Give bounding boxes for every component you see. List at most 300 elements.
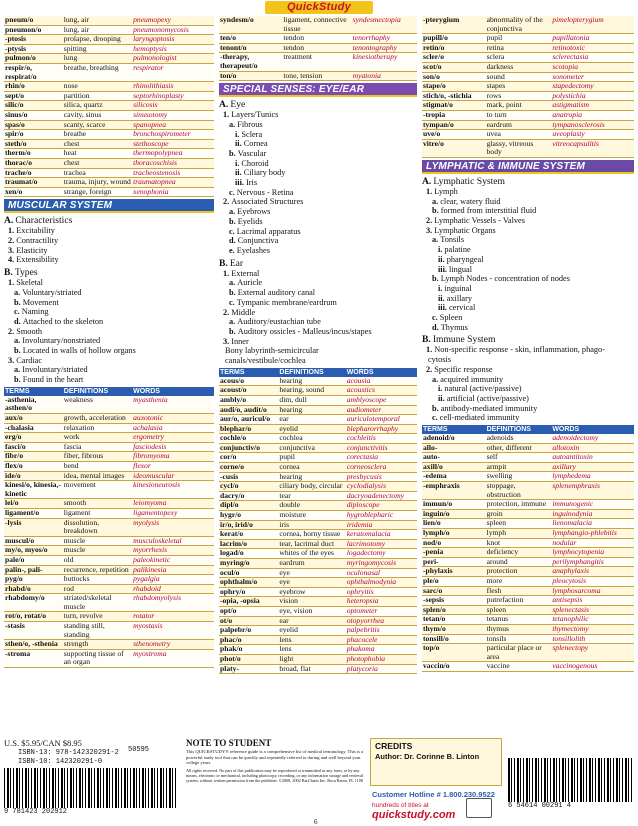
table-row [4,433,214,443]
table-row [4,414,214,424]
term: ir/o, irid/o [219,520,278,530]
outline-item [219,149,417,159]
table-row [4,452,214,462]
definition: lung [63,54,132,64]
rights-text: All rights reserved. No part of this publication may be reproduced or transmitted in any form, or by any means, electronic or mechanical, including photocopy, recording, or any information storage and retrieval system, without written permission from the publisher. ©2008, 2002 BarCharts Inc. Boca Raton, FL 1108 [186,767,364,783]
table-row [219,501,417,511]
table-row [422,662,634,672]
barcode-number: 9 781423 202912 [4,808,68,816]
example-word: perilymphangitis [551,557,634,567]
definition: stapes [486,82,552,92]
term: conjunctiv/o [219,443,278,453]
example-word: lymphosarcoma [551,586,634,596]
term: peri- [422,557,486,567]
table-row [422,634,634,644]
example-word: myostroma [132,649,214,667]
outline-text: Inner [231,336,249,346]
outline-item [219,236,417,246]
header-words: WORDS [132,387,214,396]
example-word: sclerectasia [551,53,634,63]
outline-item [4,327,214,337]
example-word: astigmatism [551,101,634,111]
outline-item [4,288,214,298]
definition: lymph [486,529,552,539]
term: ot/o [219,616,278,626]
outline-text: Involuntary/nonstriated [22,336,101,346]
definition: breathe, breathing [63,63,132,81]
table-row [422,462,634,472]
barcode-upc-bars [508,758,632,802]
term: pneum/o [4,16,63,25]
term: ligament/o [4,508,63,518]
definition: eyelid [278,626,345,636]
definition: movement [63,481,132,499]
outline-marker: d. [14,316,21,326]
definition: bend [63,461,132,471]
outline-marker: a. [14,336,21,346]
definition: darkness [486,62,552,72]
definition: buttocks [63,575,132,585]
definition: spitting [63,44,132,54]
example-word: anatropia [551,110,634,120]
definition: supporting tissue of an organ [63,649,132,667]
table-row [422,120,634,130]
table-row [422,644,634,662]
table-row [219,664,417,674]
term: -pterygium [422,16,486,34]
outline-marker: a. [14,365,21,375]
example-word: achalasia [132,423,214,433]
definition: hearing, sound [278,386,345,396]
table-row [4,101,214,111]
outline-marker: i. [438,245,443,255]
outline-marker: 1. [426,345,433,355]
example-word: tenontography [352,43,417,53]
table-row [219,635,417,645]
outline-muscular [4,215,214,385]
definition: weakness [63,396,132,414]
example-word: vaccinogenous [551,662,634,672]
definition: strength [63,640,132,650]
outline-item [219,99,417,110]
definition: spleen [486,605,552,615]
table-row [422,453,634,463]
outline-marker: c. [229,297,235,307]
example-word: kinesiotherapy [352,53,417,71]
outline-marker: e. [229,246,235,255]
definition: trauma, injury, wound [63,177,131,187]
definition: fiber, fibrous [63,452,132,462]
definition: tonsils [486,634,552,644]
term: scot/o [422,62,486,72]
outline-item [422,274,634,284]
outline-text: Lacrimal apparatus [236,226,301,236]
table-row [219,395,417,405]
term: stich/o, -stichia [422,91,486,101]
table-row [4,139,214,149]
example-word: paleokinetic [132,555,214,565]
definition: ciliary body, circular [278,482,345,492]
definition: lung, air [63,16,132,25]
outline-text: Sclera [241,129,263,139]
table-respiratory-cont [4,16,214,197]
outline-marker: b. [229,288,236,298]
outline-marker: b. [432,206,439,216]
definition: moisture [278,511,345,521]
example-word: phacocele [346,635,417,645]
table-row [422,482,634,500]
table-row [4,25,214,35]
table-row [4,565,214,575]
outline-marker: a. [14,287,21,297]
definition: muscle [63,536,132,546]
table-row [4,622,214,640]
outline-marker: a. [432,374,439,384]
outline-text: Characteristics [15,215,73,227]
header-definitions: DEFINITIONS [486,425,552,434]
definition: heat [63,149,132,159]
outline-text: Voluntary/striated [22,287,82,297]
definition: lens [278,645,345,655]
definition: spleen [486,519,552,529]
outline-item [219,298,417,308]
table-row [219,606,417,616]
outline-item [4,298,214,308]
term: pale/o [4,555,63,565]
outline-text: Non-specific response - skin, inflammation, phago- [434,345,605,355]
outline-item [219,227,417,237]
example-word: scotopia [551,62,634,72]
example-word: optometer [346,606,417,616]
definition: dim, dull [278,395,345,405]
column-2 [219,16,417,674]
example-word: fasciodesis [132,442,214,452]
term: fibr/o [4,452,63,462]
term: corne/o [219,463,278,473]
term: rhin/o [4,82,63,92]
page-number: 6 [314,818,318,826]
term: phac/o [219,635,278,645]
example-word: adenoidectomy [551,434,634,443]
outline-text: axillary [446,293,473,303]
table-row [4,612,214,622]
term: -ptysis [4,44,63,54]
table-row [4,584,214,594]
outline-item [4,267,214,278]
table-row [422,624,634,634]
outline-marker: i. [235,158,240,168]
definition: striated/skeletal muscle [63,594,132,612]
example-word: pygalgia [132,575,214,585]
outline-item [4,246,214,256]
term: ple/o [422,576,486,586]
header-words: WORDS [551,425,634,434]
outline-text: lingual [449,264,473,274]
outline-item [219,197,417,207]
term: -tropia [422,110,486,120]
term: stape/o [422,82,486,92]
example-word: stapedectomy [551,82,634,92]
term: cor/o [219,453,278,463]
example-word: auriculotemporal [346,415,417,425]
example-word: myringomycosis [346,559,417,569]
example-word: conjunctivitis [346,443,417,453]
outline-marker: c. [14,307,20,317]
example-word: iridemia [346,520,417,530]
header-definitions: DEFINITIONS [63,387,132,396]
table-row [4,555,214,565]
example-word: fibromyoma [132,452,214,462]
definition: more [486,576,552,586]
definition: eardrum [486,120,552,130]
website-link[interactable]: quickstudy.com [372,809,456,821]
outline-item [4,255,214,265]
outline-text: Auditory ossicles - Malleus/incus/stapes [237,326,372,336]
term: rhabd/o [4,584,63,594]
outline-marker: 1. [8,226,15,236]
outline-marker: b. [14,375,21,385]
term: pyg/o [4,575,63,585]
term: ton/o [219,71,282,81]
outline-text: artificial (active/passive) [446,393,529,403]
outline-item [422,375,634,385]
barcode-block [4,749,176,816]
outline-item [4,317,214,327]
example-word: myolysis [132,518,214,536]
table-row [422,548,634,558]
example-word: lymphedema [551,472,634,482]
outline-item [422,176,634,187]
outline-text: palatine [444,245,471,255]
outline-marker: a. [432,235,439,245]
outline-item [219,178,417,188]
outline-special-senses [219,99,417,366]
outline-marker: b. [14,297,21,307]
definition: eyelid [278,424,345,434]
barcode-addon: 50595 [128,746,150,754]
definition: flesh [486,586,552,596]
example-word: tetanophilic [551,615,634,625]
definition: abnormality of the conjunctiva [486,16,552,34]
term: ide/o [4,471,63,481]
section-title-lymphatic: LYMPHATIC & IMMUNE SYSTEM [422,160,634,174]
table-row [219,626,417,636]
example-word: respirator [132,63,214,81]
definition: rod [63,584,132,594]
term: spas/o [4,120,63,130]
table-row [4,110,214,120]
table-row [4,442,214,452]
table-row [219,559,417,569]
outline-text: inguinal [444,283,472,293]
outline-marker: 3. [8,245,15,255]
term: acous/o [219,377,278,386]
column-3 [422,16,634,672]
outline-text: Lymphatic Organs [434,225,496,235]
outline-marker: a. [229,119,236,129]
term: aur/o, auricul/o [219,415,278,425]
term: lymph/o [422,529,486,539]
table-row [4,91,214,101]
definition: trachea [63,168,132,178]
table-row [219,71,417,81]
outline-marker: ii. [438,293,445,303]
term: sinus/o [4,110,63,120]
table-row [219,453,417,463]
term: uve/o [422,130,486,140]
outline-text: Elasticity [16,245,48,255]
outline-item [422,303,634,313]
term: sthen/o, -sthenia [4,640,63,650]
definition: treatment [282,53,351,71]
definition: stoppage, obstruction [486,482,552,500]
example-word: flexor [132,461,214,471]
example-word: syndesmectopia [352,16,417,34]
term: tympan/o [422,120,486,130]
definition: lung, air [63,25,132,35]
term: -opia, -opsia [219,597,278,607]
term: opt/o [219,606,278,616]
outline-text: External [231,268,260,278]
table-row [219,415,417,425]
example-word: tenorrhaphy [352,34,417,44]
table-row [219,568,417,578]
definition: hearing [278,405,345,415]
outline-text: Types [14,267,38,279]
table-row [4,518,214,536]
outline-text: Ear [229,257,244,269]
outline-item [422,226,634,236]
term: sept/o [4,91,63,101]
outline-item [422,187,634,197]
term: lien/o [422,519,486,529]
example-word: rhabdoid [132,584,214,594]
definition: rows [486,91,552,101]
definition: sound [486,72,552,82]
outline-marker: i. [235,129,240,139]
definition: protection, immune [486,500,552,510]
table-row [4,471,214,481]
table-row [219,587,417,597]
table-row [4,396,214,414]
table-row [422,615,634,625]
outline-marker: ii. [438,254,445,264]
outline-marker: 3. [8,355,15,365]
definition: turn, revolve [63,612,132,622]
outline-text: Vascular [237,148,267,158]
isbn-10: ISBN-10: 142320291-0 [18,757,103,766]
term: rot/o, rotat/o [4,612,63,622]
example-word: polystichia [551,91,634,101]
example-word: amblyoscope [346,395,417,405]
definition: deficiency [486,548,552,558]
example-word: rhabdomyolysis [132,594,214,612]
customer-hotline: Customer Hotline # 1.800.230.9522 [372,790,495,799]
outline-item [219,188,417,198]
term: -stasis [4,622,63,640]
outline-immune [422,334,634,423]
term: ophry/o [219,587,278,597]
term: thorac/o [4,158,63,168]
outline-text: cervical [449,303,476,313]
term: nod/o [422,538,486,548]
outline-text: antibody-mediated immunity [440,403,538,413]
definition: nose [63,82,132,92]
term: acoust/o [219,386,278,396]
outline-text: Eyelids [237,216,263,226]
table-row [422,500,634,510]
example-word: immunogenic [551,500,634,510]
outline-text: Associated Structures [231,197,304,207]
example-word: tracheostenosis [132,168,214,178]
definition: scanty, scarce [63,120,132,130]
outline-marker: A. [4,215,14,227]
section-title-muscular: MUSCULAR SYSTEM [4,199,214,213]
table-row [4,536,214,546]
term: vaccin/o [422,662,486,672]
outline-text: Naming [21,307,49,317]
outline-marker: a. [229,278,236,288]
definition: tear, lacrimal duct [278,539,345,549]
table-row [4,508,214,518]
example-word: sinusotomy [132,110,214,120]
term: -therapy, therapeut/o [219,53,282,71]
outline-text: formed from interstitial fluid [440,206,537,216]
example-word: lienomalacia [551,519,634,529]
term: logad/o [219,549,278,559]
example-word: pleocytosis [551,576,634,586]
term: -chalasia [4,423,63,433]
table-row [422,472,634,482]
example-word: nodular [551,538,634,548]
definition: eye [278,578,345,588]
table-row [422,586,634,596]
table-row [4,54,214,64]
definition: hearing [278,377,345,386]
definition: growth, acceleration [63,414,132,424]
definition: conjunctiva [278,443,345,453]
table-special-senses [219,368,417,674]
outline-text: Thymus [440,322,468,332]
outline-marker: a. [229,207,236,217]
example-word: sthenometry [132,640,214,650]
table-row [219,578,417,588]
definition: eye [278,568,345,578]
table-row [4,44,214,54]
header-terms: TERMS [422,425,486,434]
table-row [4,187,214,197]
table-row [219,34,417,44]
outline-text: Fibrous [237,119,263,129]
outline-marker: B. [219,257,228,269]
term: syndesm/o [219,16,282,34]
term: -sepsis [422,596,486,606]
definition: adenoids [486,434,552,443]
example-word: kinesioneurosis [132,481,214,499]
table-row [422,62,634,72]
outline-text: Eyebrows [237,207,271,217]
example-word: traumatopnea [132,178,214,188]
column-1 [4,16,214,668]
outline-marker: 1. [8,278,15,288]
outline-item [219,337,417,347]
term: hygr/o [219,511,278,521]
term: sarc/o [422,586,486,596]
term: rhabdomy/o [4,594,63,612]
table-row [422,567,634,577]
example-word: otopyorrhea [346,616,417,626]
example-word: myostasis [132,622,214,640]
